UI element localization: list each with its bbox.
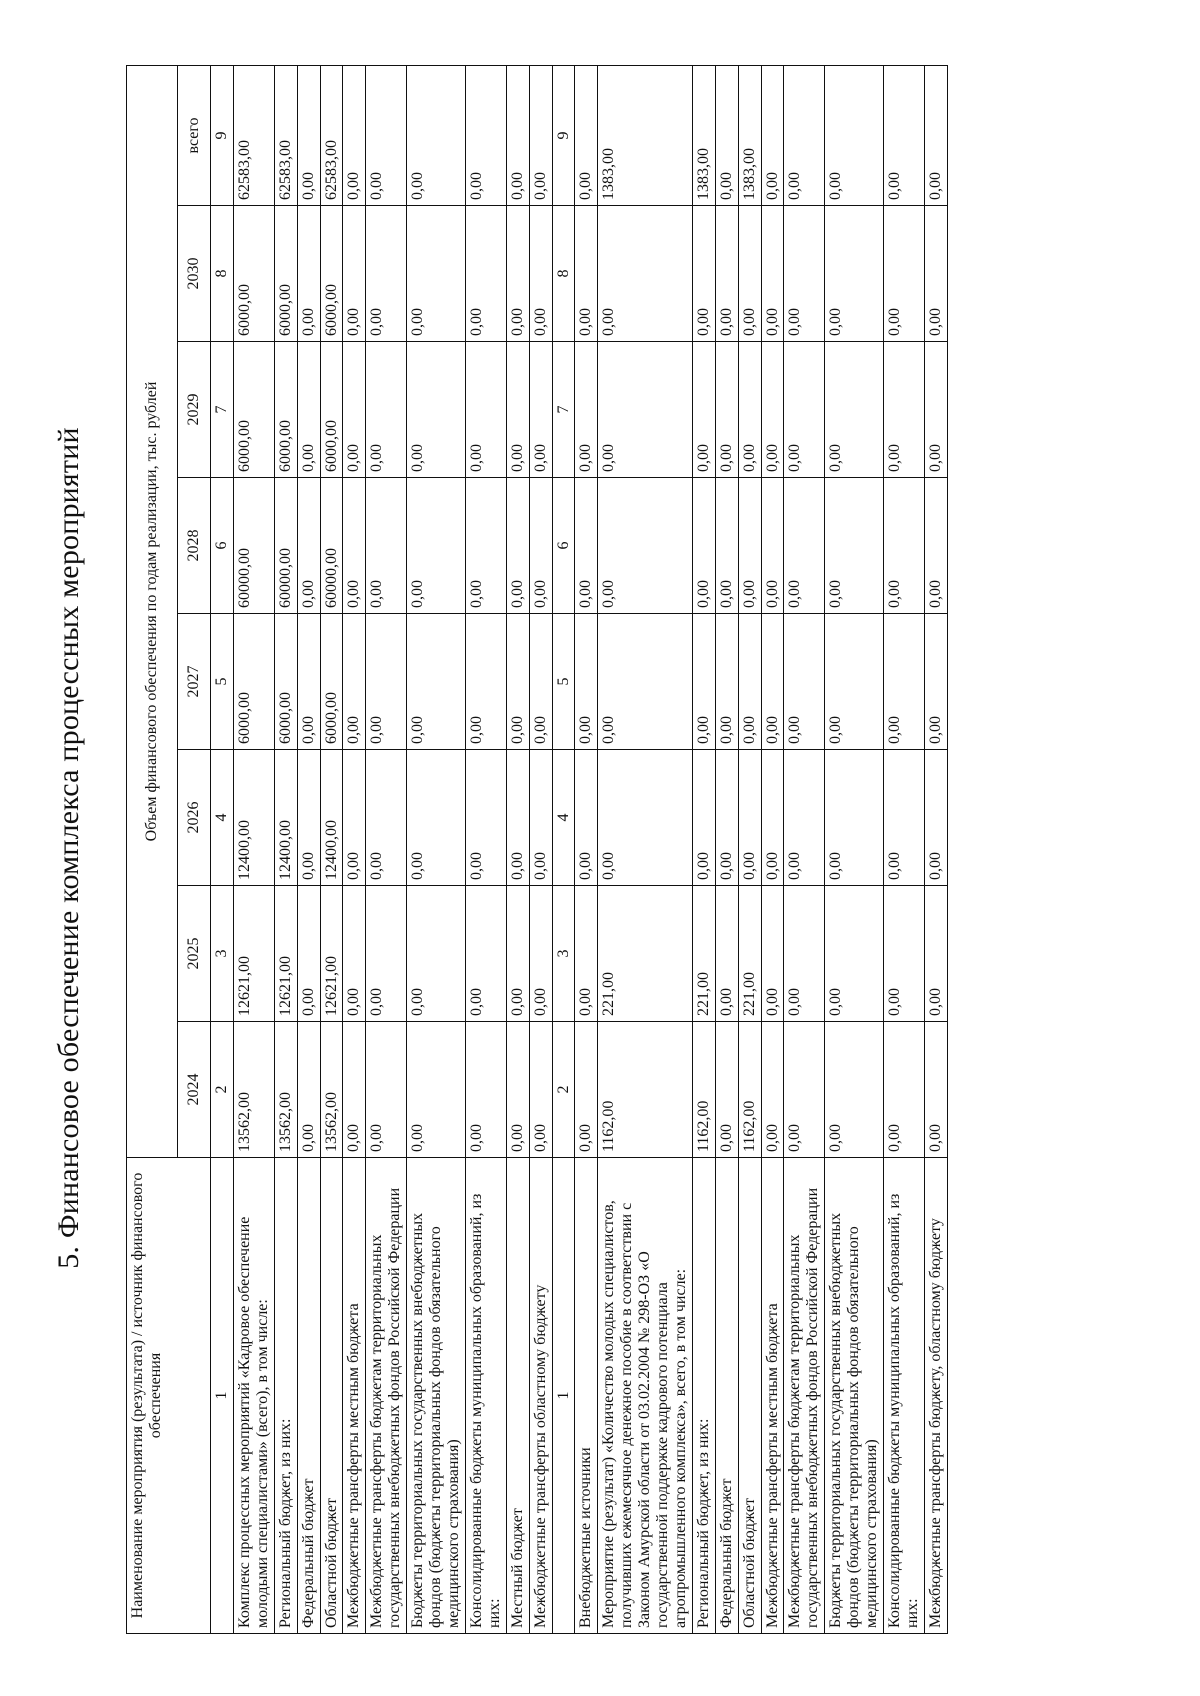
financing-table [126, 65, 948, 1634]
row-label: Региональный бюджет, из них: [274, 1158, 297, 1634]
row-year-value: 0,00 [761, 1022, 784, 1158]
row-label: Межбюджетные трансферты местным бюджета [761, 1158, 784, 1634]
row-year-value: 0,00 [715, 342, 738, 478]
row-total-value: 0,00 [575, 65, 598, 205]
row-year-value: 0,00 [598, 206, 693, 342]
row-year-value: 0,00 [297, 1022, 320, 1158]
row-year-value: 0,00 [825, 750, 884, 886]
row-year-value: 0,00 [692, 478, 715, 614]
column-number: 1 [552, 1158, 575, 1634]
row-total-value: 1383,00 [598, 65, 693, 205]
row-label: Комплекс процессных мероприятий «Кадровое обеспечение молодыми специалистами» (всего), в том числе: [233, 1158, 274, 1634]
row-year-value: 0,00 [407, 478, 466, 614]
row-year-value: 0,00 [761, 342, 784, 478]
table-row [761, 65, 784, 1633]
table-row [598, 65, 693, 1633]
header-year: 2028 [178, 478, 211, 614]
row-year-value: 0,00 [715, 206, 738, 342]
row-year-value: 0,00 [575, 478, 598, 614]
row-year-value: 0,00 [784, 206, 825, 342]
row-year-value: 6000,00 [320, 614, 343, 750]
row-label: Внебюджетные источники [575, 1158, 598, 1634]
header-name-col: Наименование мероприятия (результата) / источник финансового обеспечения [127, 1158, 211, 1634]
row-year-value: 0,00 [343, 1022, 366, 1158]
row-year-value: 13562,00 [274, 1022, 297, 1158]
row-year-value: 12400,00 [233, 750, 274, 886]
header-year: 2024 [178, 1022, 211, 1158]
table-row [715, 65, 738, 1633]
row-label: Межбюджетные трансферты бюджетам территориальных государственных внебюджетных фондов Российской Федерации [366, 1158, 407, 1634]
column-number: 1 [211, 1158, 234, 1634]
row-year-value: 0,00 [297, 750, 320, 886]
row-total-value: 1383,00 [692, 65, 715, 205]
row-year-value: 0,00 [784, 886, 825, 1022]
row-year-value: 0,00 [598, 342, 693, 478]
row-year-value: 6000,00 [274, 614, 297, 750]
row-year-value: 0,00 [692, 750, 715, 886]
row-year-value: 0,00 [529, 478, 552, 614]
row-year-value: 0,00 [575, 614, 598, 750]
row-year-value: 0,00 [692, 206, 715, 342]
row-label: Местный бюджет [506, 1158, 529, 1634]
row-year-value: 221,00 [598, 886, 693, 1022]
column-number: 9 [211, 65, 234, 205]
row-year-value: 6000,00 [233, 342, 274, 478]
row-year-value: 0,00 [761, 750, 784, 886]
row-label: Региональный бюджет, из них: [692, 1158, 715, 1634]
row-total-value: 0,00 [884, 65, 925, 205]
row-total-value: 0,00 [924, 65, 947, 205]
row-year-value: 0,00 [407, 886, 466, 1022]
row-year-value: 0,00 [506, 342, 529, 478]
row-total-value: 0,00 [297, 65, 320, 205]
table-row [465, 65, 506, 1633]
row-year-value: 0,00 [506, 478, 529, 614]
row-year-value: 0,00 [343, 342, 366, 478]
row-year-value: 0,00 [598, 614, 693, 750]
table-row [320, 65, 343, 1633]
table-row [233, 65, 274, 1633]
row-year-value: 0,00 [738, 206, 761, 342]
row-year-value: 0,00 [529, 206, 552, 342]
table-row [924, 65, 947, 1633]
table-row [529, 65, 552, 1633]
row-year-value: 0,00 [884, 886, 925, 1022]
row-year-value: 0,00 [366, 1022, 407, 1158]
row-year-value: 0,00 [692, 614, 715, 750]
row-year-value: 0,00 [825, 342, 884, 478]
table-row [575, 65, 598, 1633]
row-year-value: 12400,00 [274, 750, 297, 886]
row-year-value: 221,00 [738, 886, 761, 1022]
table-row [738, 65, 761, 1633]
row-year-value: 0,00 [738, 750, 761, 886]
row-year-value: 0,00 [715, 1022, 738, 1158]
row-year-value: 0,00 [343, 478, 366, 614]
row-year-value: 0,00 [825, 614, 884, 750]
row-total-value: 0,00 [506, 65, 529, 205]
row-year-value: 0,00 [465, 886, 506, 1022]
row-year-value: 0,00 [784, 614, 825, 750]
row-year-value: 0,00 [465, 614, 506, 750]
column-numbers-row [552, 65, 575, 1633]
row-year-value: 60000,00 [233, 478, 274, 614]
row-label: Мероприятие (результат) «Количество молодых специалистов, получивших ежемесячное денежное пособие в соответствии с Законом Амурской области от 03.02.2004 № 298-ОЗ «О государственной поддержке кадрового потенциала агропромышленного комплекса», всего, в том числе: [598, 1158, 693, 1634]
row-year-value: 0,00 [825, 206, 884, 342]
row-year-value: 0,00 [366, 750, 407, 886]
row-year-value: 0,00 [575, 750, 598, 886]
table-row [274, 65, 297, 1633]
row-year-value: 0,00 [343, 750, 366, 886]
row-year-value: 0,00 [465, 342, 506, 478]
table-row [407, 65, 466, 1633]
column-number: 2 [552, 1022, 575, 1158]
row-year-value: 13562,00 [320, 1022, 343, 1158]
row-year-value: 6000,00 [320, 342, 343, 478]
row-total-value: 1383,00 [738, 65, 761, 205]
row-year-value: 0,00 [465, 1022, 506, 1158]
row-year-value: 0,00 [884, 750, 925, 886]
row-year-value: 60000,00 [320, 478, 343, 614]
row-year-value: 0,00 [465, 478, 506, 614]
header-column-numbers [211, 65, 234, 1633]
header-year: 2025 [178, 886, 211, 1022]
row-year-value: 0,00 [575, 206, 598, 342]
row-year-value: 0,00 [761, 206, 784, 342]
row-year-value: 0,00 [366, 614, 407, 750]
table-header [127, 65, 234, 1633]
row-label: Межбюджетные трансферты бюджетам территориальных государственных внебюджетных фондов Российской Федерации [784, 1158, 825, 1634]
row-year-value: 6000,00 [233, 614, 274, 750]
table-row [297, 65, 320, 1633]
row-year-value: 0,00 [366, 478, 407, 614]
row-year-value: 0,00 [761, 614, 784, 750]
row-year-value: 0,00 [598, 478, 693, 614]
table-body [233, 65, 947, 1633]
column-number: 6 [552, 478, 575, 614]
row-year-value: 0,00 [598, 750, 693, 886]
row-year-value: 0,00 [343, 886, 366, 1022]
column-number: 4 [552, 750, 575, 886]
row-year-value: 0,00 [924, 614, 947, 750]
row-year-value: 6000,00 [233, 206, 274, 342]
row-year-value: 0,00 [297, 886, 320, 1022]
row-year-value: 0,00 [506, 614, 529, 750]
row-total-value: 0,00 [825, 65, 884, 205]
row-year-value: 1162,00 [692, 1022, 715, 1158]
row-year-value: 0,00 [366, 342, 407, 478]
row-year-value: 12621,00 [320, 886, 343, 1022]
row-label: Консолидированные бюджеты муниципальных образований, из них: [465, 1158, 506, 1634]
row-total-value: 62583,00 [233, 65, 274, 205]
row-year-value: 0,00 [924, 1022, 947, 1158]
row-year-value: 6000,00 [274, 206, 297, 342]
row-year-value: 0,00 [924, 478, 947, 614]
header-year: всего [178, 65, 211, 205]
row-year-value: 0,00 [924, 206, 947, 342]
row-year-value: 0,00 [692, 342, 715, 478]
row-year-value: 0,00 [715, 478, 738, 614]
row-year-value: 0,00 [761, 886, 784, 1022]
row-year-value: 0,00 [529, 1022, 552, 1158]
row-year-value: 0,00 [506, 206, 529, 342]
row-label: Межбюджетные трансферты областному бюджету [529, 1158, 552, 1634]
column-number: 3 [552, 886, 575, 1022]
row-year-value: 0,00 [738, 614, 761, 750]
column-number: 7 [211, 342, 234, 478]
row-year-value: 0,00 [407, 750, 466, 886]
row-year-value: 0,00 [407, 614, 466, 750]
row-year-value: 0,00 [825, 886, 884, 1022]
table-row [692, 65, 715, 1633]
row-label: Межбюджетные трансферты бюджету, областному бюджету [924, 1158, 947, 1634]
row-year-value: 0,00 [924, 750, 947, 886]
row-year-value: 0,00 [506, 886, 529, 1022]
column-number: 7 [552, 342, 575, 478]
row-year-value: 0,00 [506, 1022, 529, 1158]
row-year-value: 1162,00 [738, 1022, 761, 1158]
row-label: Федеральный бюджет [715, 1158, 738, 1634]
row-label: Бюджеты территориальных государственных внебюджетных фондов (бюджеты территориальных фондов обязательного медицинского страхования) [825, 1158, 884, 1634]
column-number: 9 [552, 65, 575, 205]
row-year-value: 0,00 [297, 206, 320, 342]
row-total-value: 0,00 [784, 65, 825, 205]
table-row [784, 65, 825, 1633]
row-year-value: 1162,00 [598, 1022, 693, 1158]
row-total-value: 0,00 [715, 65, 738, 205]
row-year-value: 0,00 [761, 478, 784, 614]
header-year: 2029 [178, 342, 211, 478]
row-year-value: 0,00 [297, 614, 320, 750]
row-label: Федеральный бюджет [297, 1158, 320, 1634]
row-year-value: 0,00 [366, 206, 407, 342]
row-year-value: 0,00 [924, 886, 947, 1022]
row-total-value: 0,00 [465, 65, 506, 205]
row-year-value: 0,00 [715, 614, 738, 750]
row-year-value: 0,00 [506, 750, 529, 886]
row-total-value: 0,00 [761, 65, 784, 205]
row-year-value: 0,00 [715, 750, 738, 886]
row-year-value: 0,00 [529, 614, 552, 750]
row-year-value: 0,00 [884, 478, 925, 614]
header-volume-group: Объем финансового обеспечения по годам реализации, тыс. рублей [127, 65, 178, 1157]
column-number: 6 [211, 478, 234, 614]
row-year-value: 0,00 [407, 1022, 466, 1158]
header-year: 2027 [178, 614, 211, 750]
row-total-value: 62583,00 [274, 65, 297, 205]
table-row [366, 65, 407, 1633]
row-total-value: 0,00 [343, 65, 366, 205]
row-label: Консолидированные бюджеты муниципальных образований, из них: [884, 1158, 925, 1634]
row-year-value: 0,00 [884, 1022, 925, 1158]
row-year-value: 0,00 [825, 1022, 884, 1158]
row-year-value: 0,00 [407, 342, 466, 478]
row-total-value: 0,00 [366, 65, 407, 205]
header-year: 2030 [178, 206, 211, 342]
row-year-value: 0,00 [924, 342, 947, 478]
row-total-value: 0,00 [407, 65, 466, 205]
row-year-value: 0,00 [715, 886, 738, 1022]
row-year-value: 0,00 [784, 342, 825, 478]
row-year-value: 0,00 [738, 478, 761, 614]
row-year-value: 0,00 [297, 342, 320, 478]
column-number: 8 [211, 206, 234, 342]
row-year-value: 13562,00 [233, 1022, 274, 1158]
row-label: Областной бюджет [320, 1158, 343, 1634]
row-year-value: 0,00 [407, 206, 466, 342]
row-year-value: 0,00 [575, 886, 598, 1022]
row-label: Областной бюджет [738, 1158, 761, 1634]
row-year-value: 0,00 [529, 886, 552, 1022]
row-year-value: 60000,00 [274, 478, 297, 614]
row-year-value: 0,00 [738, 342, 761, 478]
row-year-value: 0,00 [465, 750, 506, 886]
row-year-value: 6000,00 [274, 342, 297, 478]
table-row [343, 65, 366, 1633]
row-year-value: 0,00 [784, 1022, 825, 1158]
column-number: 2 [211, 1022, 234, 1158]
row-year-value: 0,00 [465, 206, 506, 342]
column-number: 5 [552, 614, 575, 750]
page-title: 5. Финансовое обеспечение комплекса процессных мероприятий [52, 427, 85, 1269]
column-number: 8 [552, 206, 575, 342]
row-label: Бюджеты территориальных государственных внебюджетных фондов (бюджеты территориальных фондов обязательного медицинского страхования) [407, 1158, 466, 1634]
row-year-value: 0,00 [366, 886, 407, 1022]
row-year-value: 12400,00 [320, 750, 343, 886]
row-year-value: 0,00 [575, 342, 598, 478]
row-year-value: 0,00 [575, 1022, 598, 1158]
table-row [884, 65, 925, 1633]
column-number: 4 [211, 750, 234, 886]
header-year: 2026 [178, 750, 211, 886]
row-year-value: 0,00 [343, 614, 366, 750]
row-year-value: 0,00 [825, 478, 884, 614]
column-number: 5 [211, 614, 234, 750]
row-year-value: 0,00 [784, 750, 825, 886]
row-year-value: 0,00 [884, 614, 925, 750]
row-total-value: 62583,00 [320, 65, 343, 205]
row-year-value: 0,00 [884, 206, 925, 342]
row-year-value: 0,00 [343, 206, 366, 342]
table-row [506, 65, 529, 1633]
table-row [825, 65, 884, 1633]
row-label: Межбюджетные трансферты местным бюджета [343, 1158, 366, 1634]
row-total-value: 0,00 [529, 65, 552, 205]
row-year-value: 0,00 [297, 478, 320, 614]
column-number: 3 [211, 886, 234, 1022]
row-year-value: 0,00 [784, 478, 825, 614]
row-year-value: 0,00 [529, 750, 552, 886]
row-year-value: 12621,00 [233, 886, 274, 1022]
row-year-value: 6000,00 [320, 206, 343, 342]
row-year-value: 12621,00 [274, 886, 297, 1022]
row-year-value: 221,00 [692, 886, 715, 1022]
row-year-value: 0,00 [884, 342, 925, 478]
row-year-value: 0,00 [529, 342, 552, 478]
